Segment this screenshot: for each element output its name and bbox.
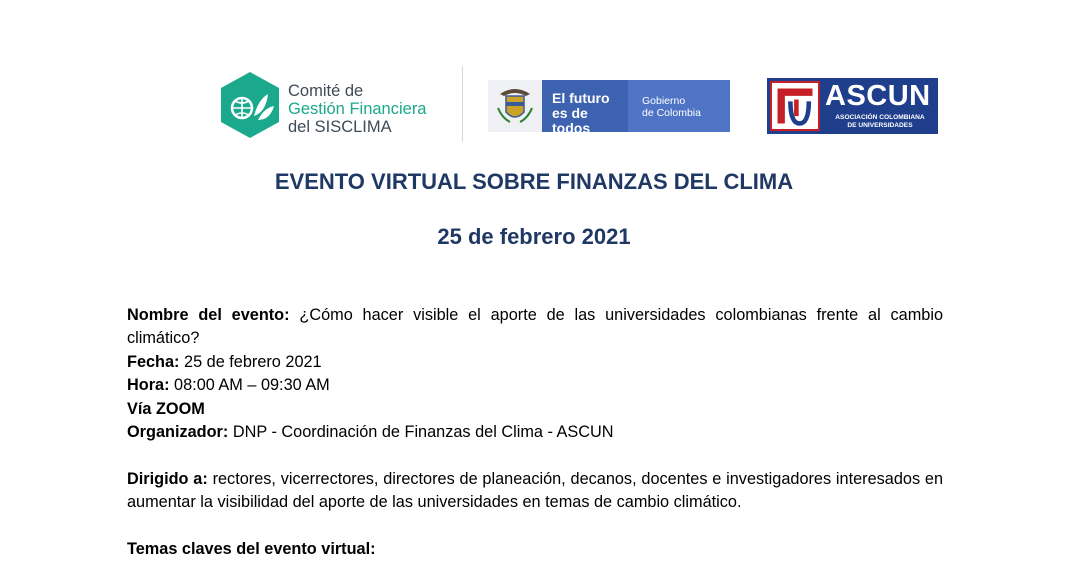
gobierno-name-line-2: de Colombia <box>642 107 701 119</box>
document-date: 25 de febrero 2021 <box>437 224 631 249</box>
event-name-label: Nombre del evento: <box>127 306 290 324</box>
comite-hexagon-icon <box>218 70 282 140</box>
logo-divider <box>462 66 463 142</box>
gobierno-slogan-line-1: El futuro <box>552 90 610 106</box>
coat-of-arms-icon <box>488 80 542 132</box>
event-organizer-label: Organizador: <box>127 423 229 442</box>
gobierno-name-line-1: Gobierno <box>642 95 686 107</box>
ascun-name: ASCUN <box>825 80 931 112</box>
audience-value: rectores, vicerrectores, directores de planeación, decanos, docentes e investigadores interesados en aumentar la visibilidad del aporte de las universidades en temas de cambio climático. <box>127 470 943 512</box>
audience-paragraph <box>127 468 943 515</box>
gobierno-name-panel <box>628 80 730 132</box>
comite-line-2: Gestión Financiera <box>288 100 427 118</box>
event-name-value: ¿Cómo hacer visible el aporte de las universidades colombianas frente al cambio climático? <box>127 306 943 348</box>
event-date-row <box>127 351 943 374</box>
ascun-emblem-icon <box>770 81 820 131</box>
gobierno-logo <box>488 80 730 136</box>
document-title: EVENTO VIRTUAL SOBRE FINANZAS DEL CLIMA <box>274 169 794 194</box>
event-date-label: Fecha: <box>127 352 180 371</box>
event-time-value: 08:00 AM – 09:30 AM <box>169 376 330 395</box>
comite-wordmark <box>288 82 427 136</box>
ascun-subtitle-line-2: DE UNIVERSIDADES <box>847 122 913 129</box>
event-time-label: Hora: <box>127 376 170 395</box>
ascun-subtitle-line-1: ASOCIACIÓN COLOMBIANA <box>835 114 925 121</box>
event-time-row <box>127 374 943 397</box>
ascun-subtitle <box>825 114 935 130</box>
comite-logo <box>218 70 448 142</box>
key-topics-heading: Temas claves del evento virtual: <box>127 540 376 558</box>
event-name-row <box>127 304 943 351</box>
event-organizer-row <box>127 421 943 444</box>
comite-line-3: del SISCLIMA <box>288 118 392 136</box>
event-platform: Vía ZOOM <box>127 399 205 418</box>
ascun-logo <box>767 78 938 134</box>
audience-label: Dirigido a: <box>127 470 208 488</box>
event-details <box>127 304 943 444</box>
header-logos <box>0 66 1068 144</box>
gobierno-slogan-panel <box>542 80 628 136</box>
event-organizer-value: DNP - Coordinación de Finanzas del Clima - ASCUN <box>228 423 614 442</box>
comite-line-1: Comité de <box>288 82 364 100</box>
event-date-value: 25 de febrero 2021 <box>179 352 322 371</box>
gobierno-slogan-line-2: es de todos <box>552 105 591 136</box>
